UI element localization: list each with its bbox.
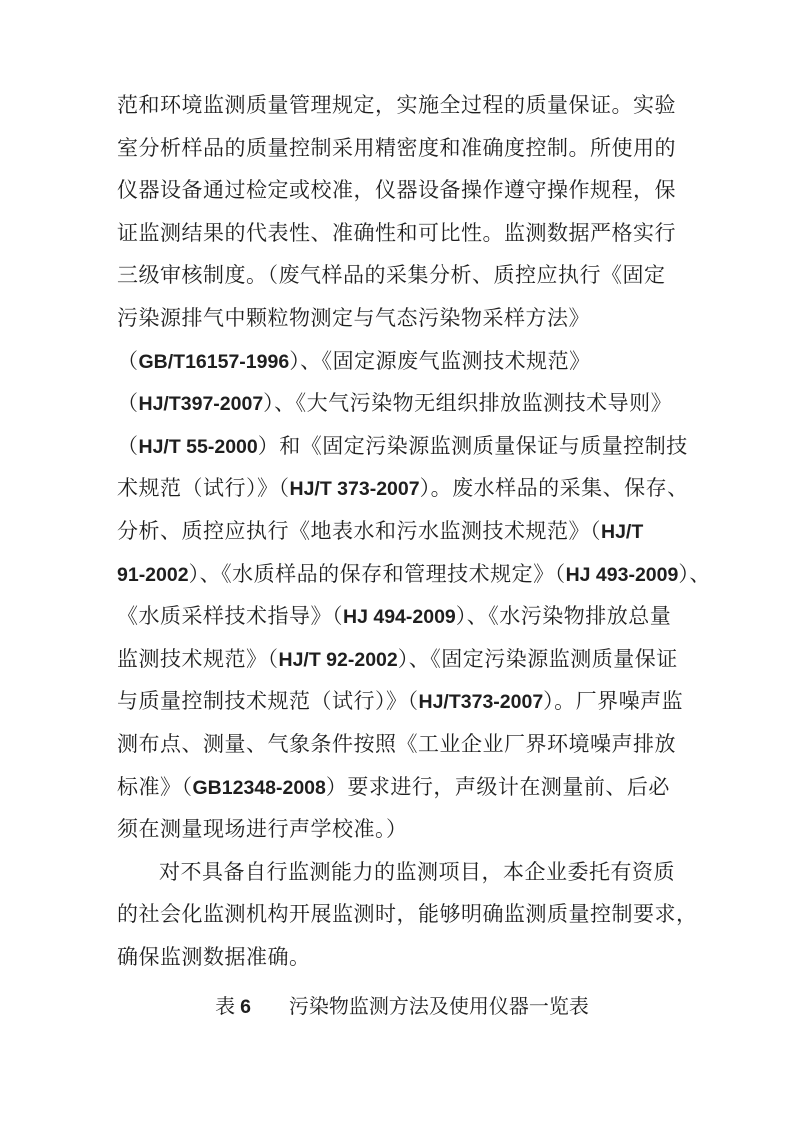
standard-code: HJ/T 373-2007 [289, 478, 420, 501]
text-line: 与质量控制技术规范（试行）》（HJ/T373-2007）。厂界噪声监 [117, 689, 684, 714]
text-line: （HJ/T 55-2000）和《固定污染源监测质量保证与质量控制技 [117, 433, 688, 458]
standard-code: HJ/T397-2007 [138, 393, 264, 416]
text-line: 的社会化监测机构开展监测时，能够明确监测质量控制要求， [117, 902, 698, 927]
standard-code: HJ/T [601, 520, 644, 543]
text-line: 分析、质控应执行《地表水和污水监测技术规范》（HJ/T [117, 518, 644, 543]
text-line: 三级审核制度。（废气样品的采集分析、质控应执行《固定 [117, 263, 666, 288]
text-line: 对不具备自行监测能力的监测项目，本企业委托有资质 [159, 859, 675, 884]
text-line: 监测技术规范》（HJ/T 92-2002）、《固定污染源监测质量保证 [117, 646, 678, 671]
text-line: 仪器设备通过检定或校准，仪器设备操作遵守操作规程，保 [117, 178, 676, 203]
standard-code: HJ/T 92-2002 [278, 648, 398, 671]
table-caption-title: 污染物监测方法及使用仪器一览表 [288, 996, 589, 1019]
text-line: 91-2002）、《水质样品的保存和管理技术规定》（HJ 493-2009）、 [117, 561, 711, 586]
standard-code: 6 [240, 996, 251, 1019]
standard-code: HJ/T373-2007 [418, 691, 544, 714]
text-line: 室分析样品的质量控制采用精密度和准确度控制。所使用的 [117, 135, 676, 160]
text-line: 证监测结果的代表性、准确性和可比性。监测数据严格实行 [117, 220, 676, 245]
body-text [117, 84, 711, 1022]
text-line: 《水质采样技术指导》（HJ 494-2009）、《水污染物排放总量 [117, 604, 672, 629]
text-line: 标准》（GB12348-2008）要求进行，声级计在测量前、后必 [117, 774, 670, 799]
standard-code: HJ/T 55-2000 [138, 435, 258, 458]
text-line: 污染源排气中颗粒物测定与气态污染物采样方法》 [117, 305, 590, 330]
table-caption-label: 表 6 [215, 996, 251, 1019]
text-line: 术规范（试行）》（HJ/T 373-2007）。废水样品的采集、保存、 [117, 476, 689, 501]
standard-code: GB/T16157-1996 [138, 350, 290, 373]
text-line: （GB/T16157-1996）、《固定源废气监测技术规范》 [117, 348, 591, 373]
text-line: 确保监测数据准确。 [117, 944, 311, 969]
standard-code: GB12348-2008 [192, 776, 326, 799]
standard-code: 91-2002 [117, 563, 189, 586]
text-line: 测布点、测量、气象条件按照《工业企业厂界环境噪声排放 [117, 731, 676, 756]
text-line: 范和环境监测质量管理规定，实施全过程的质量保证。实验 [117, 93, 676, 117]
text-line: 须在测量现场进行声学校准。） [117, 817, 408, 842]
table-caption [117, 992, 687, 1022]
text-line: （HJ/T397-2007）、《大气污染物无组织排放监测技术导则》 [117, 391, 673, 416]
standard-code: HJ 494-2009 [343, 606, 456, 629]
standard-code: HJ 493-2009 [565, 563, 679, 586]
